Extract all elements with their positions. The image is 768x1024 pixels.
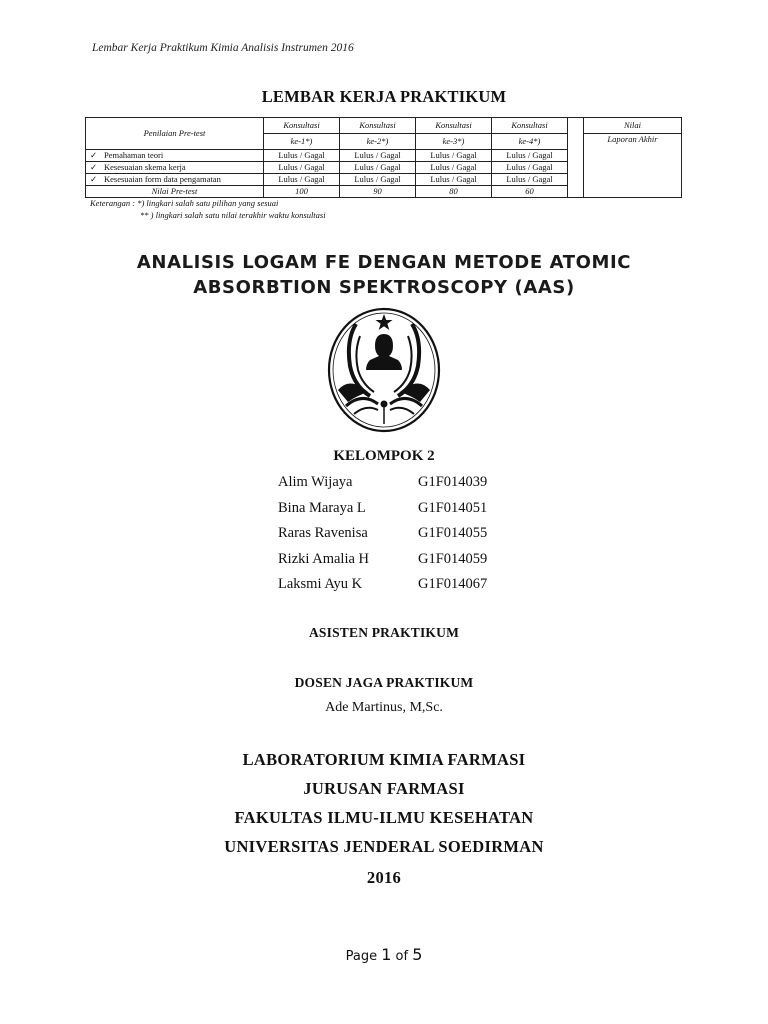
result-cell: Lulus / Gagal	[416, 150, 492, 162]
konsultasi-4-label: Konsultasi	[492, 118, 568, 134]
result-cell: Lulus / Gagal	[416, 162, 492, 174]
university-name: UNIVERSITAS JENDERAL SOEDIRMAN	[224, 837, 544, 856]
member-name: Rizki Amalia H	[278, 550, 370, 567]
member-name: Raras Ravenisa	[278, 525, 368, 541]
member-name: Alim Wijaya	[278, 474, 353, 490]
result-cell: Lulus / Gagal	[492, 174, 568, 186]
result-cell: Lulus / Gagal	[416, 174, 492, 186]
nilai-label: Nilai	[584, 118, 682, 134]
list-item	[278, 472, 487, 498]
page-footer	[0, 945, 768, 964]
list-item	[278, 523, 487, 549]
note-line: ** ) lingkari salah satu nilai terakhir waktu konsultasi	[140, 210, 326, 220]
lab-name: LABORATORIUM KIMIA FARMASI	[242, 750, 526, 769]
report-title-line: ANALISIS LOGAM FE DENGAN METODE ATOMIC	[136, 252, 632, 273]
ke-3-label: ke-3*)	[416, 134, 492, 150]
score-cell: 60	[492, 186, 568, 198]
konsultasi-1-label: Konsultasi	[264, 118, 340, 134]
list-item	[278, 498, 487, 524]
ke-4-label: ke-4*)	[492, 134, 568, 150]
criterion-cell	[86, 150, 264, 162]
report-title	[0, 250, 768, 300]
total-pages: 5	[412, 945, 423, 964]
member-id: G1F014055	[418, 525, 488, 541]
lecturer-name: Ade Martinus, M,Sc.	[325, 700, 443, 715]
member-name: Laksmi Ayu K	[278, 576, 363, 592]
criterion-cell	[86, 162, 264, 174]
list-item	[278, 549, 487, 575]
criterion-label: Kesesuaian skema kerja	[104, 162, 186, 172]
result-cell: Lulus / Gagal	[264, 150, 340, 162]
running-header: Lembar Kerja Praktikum Kimia Analisis Instrumen 2016	[92, 42, 354, 54]
of-word: of	[395, 949, 409, 964]
page-word: Page	[345, 949, 378, 964]
member-id: G1F014039	[418, 474, 488, 490]
report-title-line: ABSORBTION SPEKTROSCOPY (AAS)	[193, 277, 575, 298]
row-header-cell: Penilaian Pre-test	[86, 118, 264, 150]
result-cell: Lulus / Gagal	[264, 174, 340, 186]
worksheet-title: LEMBAR KERJA PRAKTIKUM	[261, 87, 507, 106]
member-id: G1F014059	[418, 550, 488, 567]
list-item	[278, 574, 487, 600]
department-name: JURUSAN FARMASI	[303, 779, 465, 798]
member-id: G1F014051	[418, 499, 488, 516]
table-header-row	[86, 118, 682, 134]
faculty-name: FAKULTAS ILMU-ILMU KESEHATAN	[234, 808, 534, 827]
result-cell: Lulus / Gagal	[340, 162, 416, 174]
score-label: Nilai Pre-test	[86, 186, 264, 198]
criterion-label: Kesesuaian form data pengamatan	[104, 174, 221, 184]
laporan-akhir-label: Laporan Akhir	[584, 134, 682, 198]
score-cell: 90	[340, 186, 416, 198]
checkmark-icon: ✓	[90, 150, 98, 160]
member-list	[278, 472, 487, 600]
konsultasi-2-label: Konsultasi	[340, 118, 416, 134]
university-emblem	[326, 306, 442, 434]
result-cell: Lulus / Gagal	[492, 162, 568, 174]
lecturer-title: DOSEN JAGA PRAKTIKUM	[294, 675, 474, 690]
member-id: G1F014067	[418, 576, 488, 592]
ke-2-label: ke-2*)	[340, 134, 416, 150]
result-cell: Lulus / Gagal	[264, 162, 340, 174]
year: 2016	[366, 868, 402, 887]
score-cell: 100	[264, 186, 340, 198]
member-name: Bina Maraya L	[278, 499, 366, 516]
score-cell: 80	[416, 186, 492, 198]
konsultasi-3-label: Konsultasi	[416, 118, 492, 134]
table-notes	[90, 197, 326, 221]
note-line: Keterangan : *) lingkari salah satu pilihan yang sesuai	[90, 198, 279, 208]
criterion-label: Pemahaman teori	[104, 150, 164, 160]
result-cell: Lulus / Gagal	[340, 150, 416, 162]
spacer-cell	[568, 118, 584, 198]
result-cell: Lulus / Gagal	[492, 150, 568, 162]
result-cell: Lulus / Gagal	[340, 174, 416, 186]
pretest-table	[85, 117, 682, 198]
checkmark-icon: ✓	[90, 162, 98, 172]
checkmark-icon: ✓	[90, 174, 98, 184]
assistant-title: ASISTEN PRAKTIKUM	[308, 625, 460, 640]
ke-1-label: ke-1*)	[264, 134, 340, 150]
group-title: KELOMPOK 2	[333, 448, 435, 464]
criterion-cell	[86, 174, 264, 186]
current-page: 1	[381, 945, 392, 964]
